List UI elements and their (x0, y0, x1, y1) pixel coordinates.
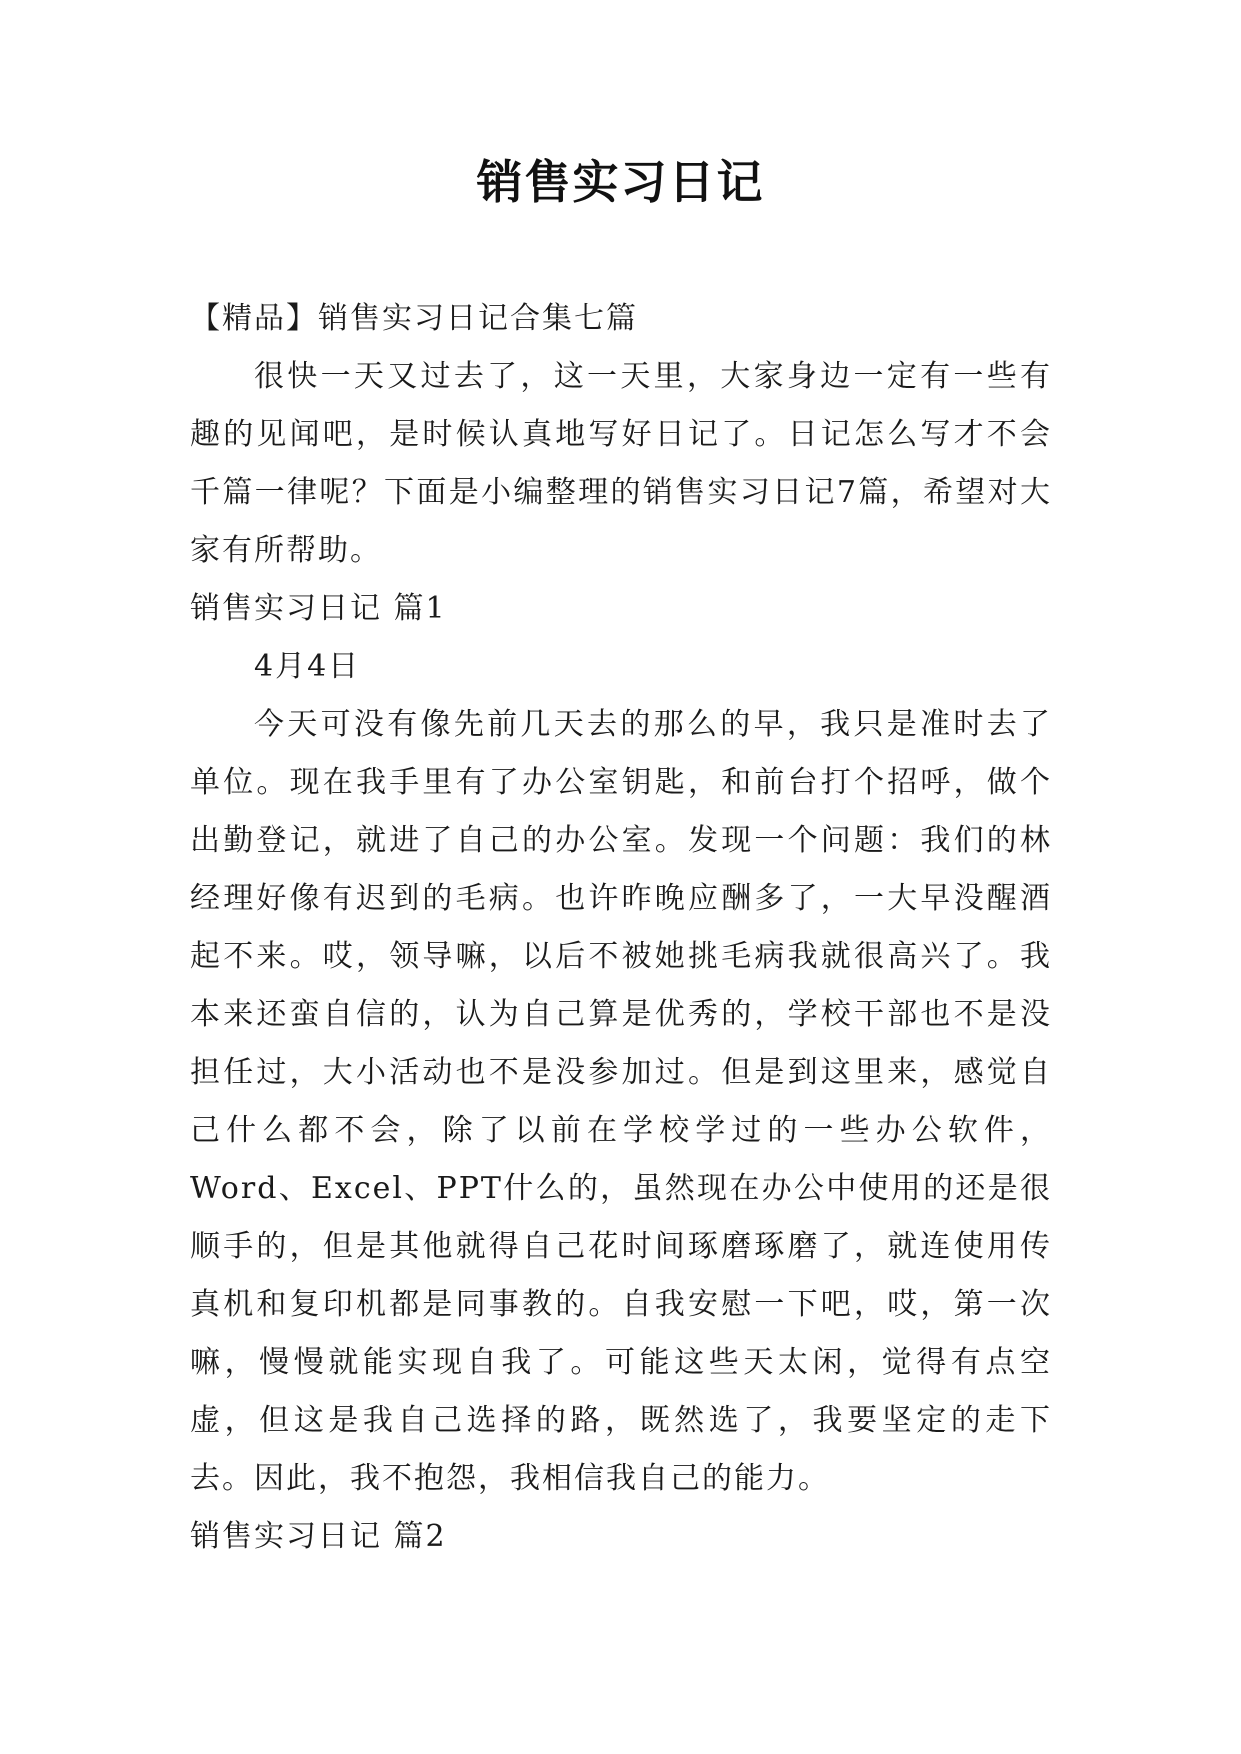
entry-paragraph-1: 今天可没有像先前几天去的那么的早，我只是准时去了单位。现在我手里有了办公室钥匙，和前台打个招呼，做个出勤登记，就进了自己的办公室。发现一个问题：我们的林经理好像有迟到的毛病。也许昨晚应酬多了，一大早没醒酒起不来。哎，领导嘛，以后不被她挑毛病我就很高兴了。我本来还蛮自信的，认为自己算是优秀的，学校干部也不是没担任过，大小活动也不是没参加过。但是到这里来，感觉自己什么都不会，除了以前在学校学过的一些办公软件，Word、Excel、PPT什么的，虽然现在办公中使用的还是很顺手的，但是其他就得自己花时间琢磨琢磨了，就连使用传真机和复印机都是同事教的。自我安慰一下吧，哎，第一次嘛，慢慢就能实现自我了。可能这些天太闲，觉得有点空虚，但这是我自己选择的路，既然选了，我要坚定的走下去。因此，我不抱怨，我相信我自己的能力。 (190, 707, 1052, 1496)
page-title: 销售实习日记 (476, 155, 765, 209)
section-heading-2: 销售实习日记 篇2 (190, 1519, 447, 1554)
intro-paragraph: 很快一天又过去了，这一天里，大家身边一定有一些有趣的见闻吧，是时候认真地写好日记了。日记怎么写才不会千篇一律呢？下面是小编整理的销售实习日记7篇，希望对大家有所帮助。 (190, 359, 1052, 568)
document-body (190, 290, 1052, 1566)
section-heading-1: 销售实习日记 篇1 (190, 591, 447, 626)
collection-title: 【精品】销售实习日记合集七篇 (190, 301, 638, 336)
entry-date: 4月4日 (254, 649, 361, 684)
